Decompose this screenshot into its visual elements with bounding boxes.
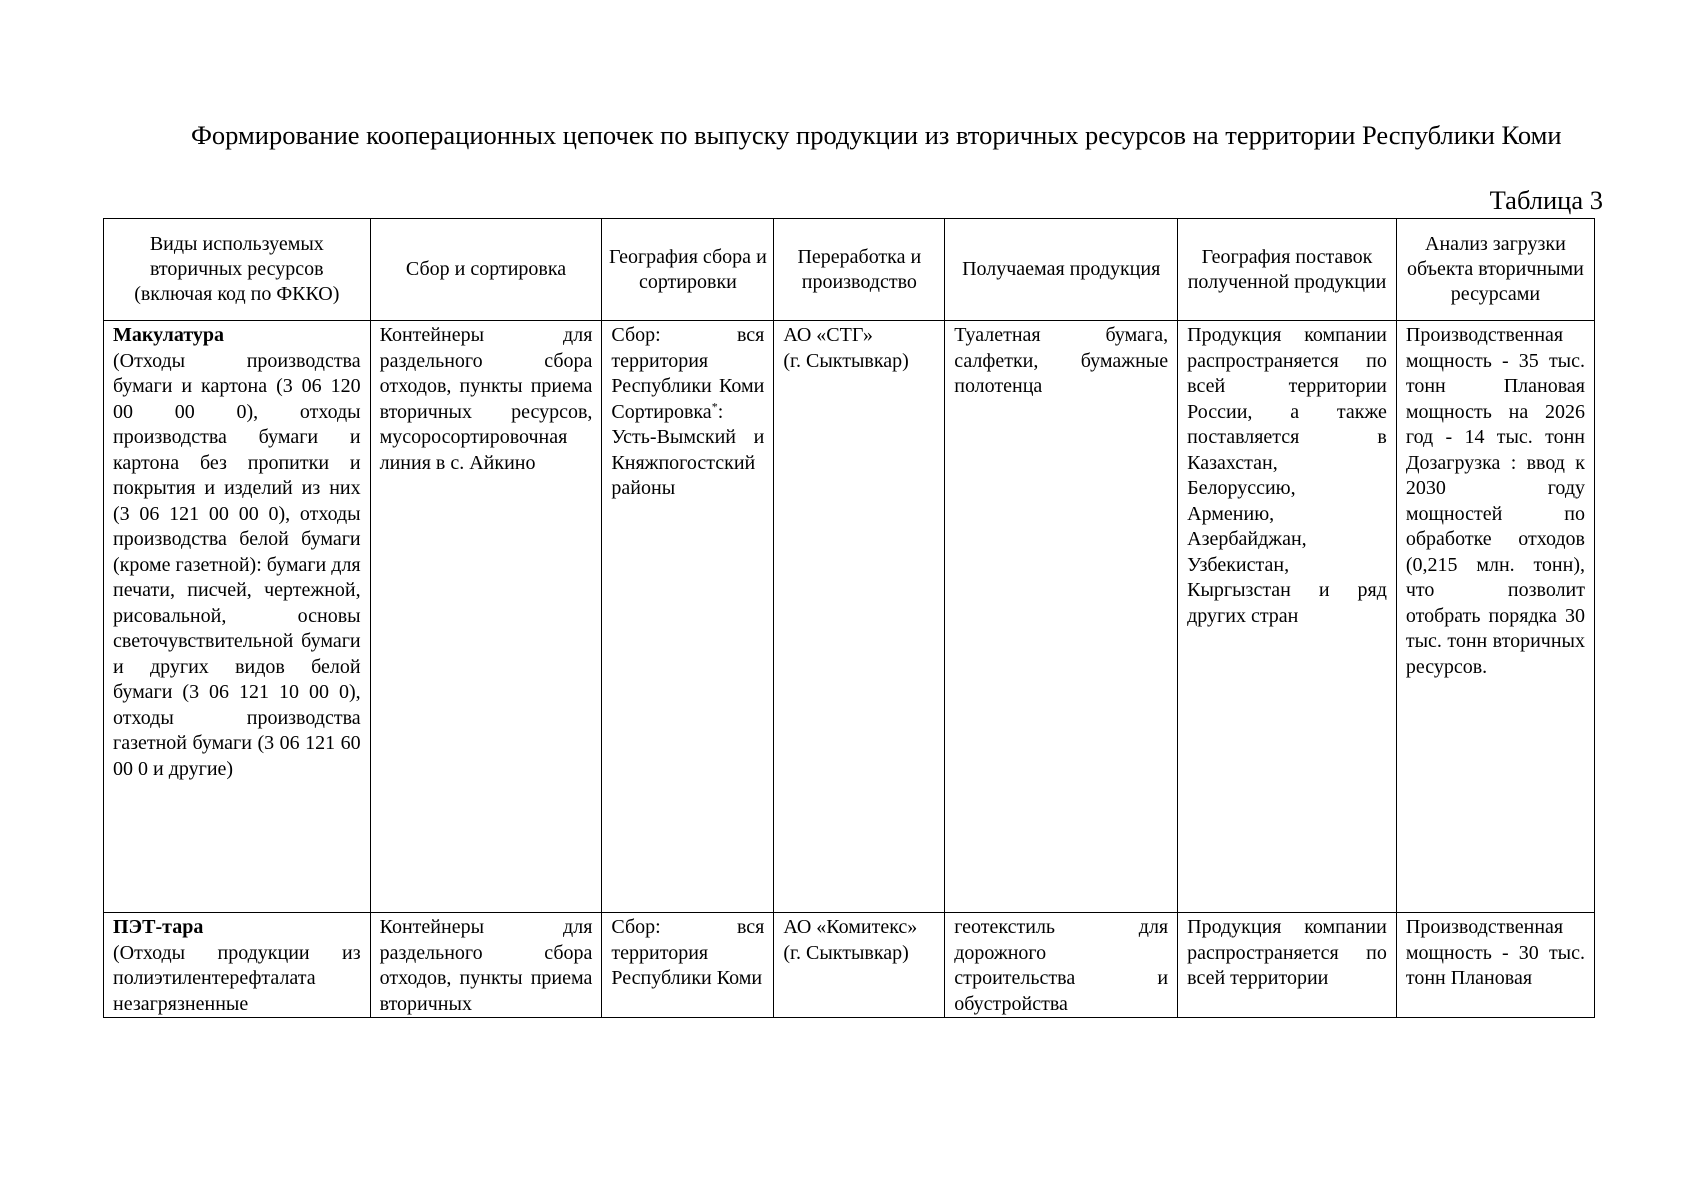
header-load-analysis: Анализ загрузки объекта вторичными ресурсами [1396,219,1594,321]
supply-geography-cell: Продукция компании распространяется по всей территории [1178,913,1397,1018]
load-analysis-cell: Производственная мощность - 35 тыс. тонн Плановая мощность на 2026 год - 14 тыс. тонн Дозагрузка : ввод к 2030 году мощностей по обработке отходов (0,215 млн. тонн), что позволит отобрать порядка 30 тыс. тонн вторичных ресурсов. [1396,321,1594,913]
collection-cell: Контейнеры для раздельного сбора отходов, пункты приема вторичных [370,913,602,1018]
cooperation-chains-table [103,218,1595,1018]
header-processing: Переработка и производство [774,219,945,321]
resource-cell [104,321,371,913]
document-title: Формирование кооперационных цепочек по выпуску продукции из вторичных ресурсов на территории Республики Коми [191,120,1562,150]
resource-name: Макулатура [113,324,225,346]
processing-city: (г. Сыктывкар) [783,941,909,964]
supply-geography-cell: Продукция компании распространяется по всей территории России, а также поставляется в Казахстан, Белоруссию, Армению, Азербайджан, Узбекистан, Кыргызстан и ряд других стран [1178,321,1397,913]
resource-description: (Отходы продукции из полиэтилентерефталата незагрязненные [113,941,361,1015]
table-label: Таблица 3 [1489,185,1603,215]
processing-company: АО «Комитекс» [783,916,918,938]
table-row [104,321,1595,913]
resource-cell [104,913,371,1018]
header-products: Получаемая продукция [945,219,1178,321]
processing-cell [774,321,945,913]
header-collection-sorting: Сбор и сортировка [370,219,602,321]
table-row [104,913,1595,1018]
product-cell: Туалетная бумага, салфетки, бумажные полотенца [945,321,1178,913]
collection-geography-cell [602,321,774,913]
resource-name: ПЭТ-тара [113,916,204,938]
geography-collection-text: Сбор: вся территория Республики Коми [611,324,765,397]
footnote-mark: * [711,398,718,413]
table-header-row [104,219,1595,321]
processing-cell [774,913,945,1018]
geography-sorting-text: : Усть-Вымский и Княжпогостский районы [611,400,765,499]
load-analysis-cell: Производственная мощность - 30 тыс. тонн Плановая [1396,913,1594,1018]
geography-sorting-label: Сортировка [611,400,712,423]
header-supply-geography: География поставок полученной продукции [1178,219,1397,321]
header-collection-geography: География сбора и сортировки [602,219,774,321]
header-resource-types: Виды используемых вторичных ресурсов (включая код по ФККО) [104,219,371,321]
collection-cell: Контейнеры для раздельного сбора отходов, пункты приема вторичных ресурсов, мусоросортировочная линия в с. Айкино [370,321,602,913]
resource-description: (Отходы производства бумаги и картона (3 06 120 00 00 0), отходы производства бумаги и картона без пропитки и покрытия и изделий из них (3 06 121 00 00 0), отходы производства белой бумаги (кроме газетной): бумаги для печати, писчей, чертежной, рисовальной, основы светочувствительной бумаги и других видов белой бумаги (3 06 121 10 00 0), отходы производства газетной бумаги (3 06 121 60 00 0 и другие) [113,349,361,780]
collection-geography-cell: Сбор: вся территория Республики Коми [602,913,774,1018]
product-cell: геотекстиль для дорожного строительства и обустройства [945,913,1178,1018]
processing-city: (г. Сыктывкар) [783,349,909,372]
processing-company: АО «СТГ» [783,324,873,346]
